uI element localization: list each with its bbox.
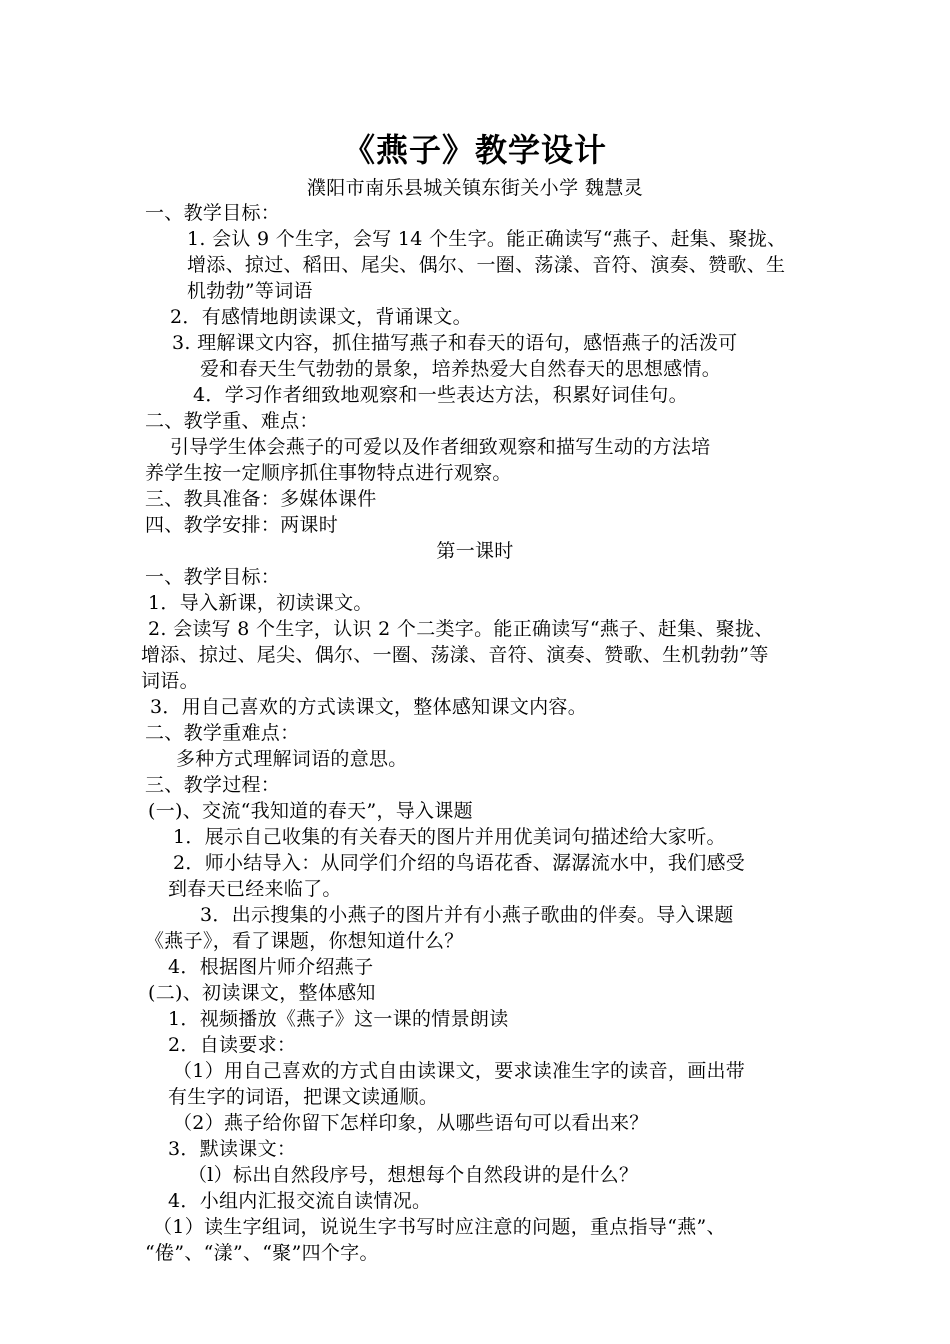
text-line: 3．出示搜集的小燕子的图片并有小燕子歌曲的伴奏。导入课题 (200, 904, 734, 926)
text-line: 4．学习作者细致地观察和一些表达方法，积累好词佳句。 (193, 384, 688, 406)
text-line: 四、教学安排：两课时 (145, 514, 339, 536)
text-line: 多种方式理解词语的意思。 (176, 748, 408, 770)
text-line: 增添、掠过、尾尖、偶尔、一圈、荡漾、音符、演奏、赞歌、生机勃勃”等 (141, 644, 769, 666)
text-line: （l）标出自然段序号，想想每个自然段讲的是什么？ (188, 1164, 639, 1186)
text-line: 一、教学目标： (145, 202, 281, 224)
text-line: 3．用自己喜欢的方式读课文，整体感知课文内容。 (150, 696, 587, 718)
text-line: 到春天已经来临了。 (168, 878, 342, 900)
text-line: “倦”、“漾”、“聚”四个字。 (145, 1242, 379, 1264)
text-line: 机勃勃”等词语 (187, 280, 313, 302)
text-line: 养学生按一定顺序抓住事物特点进行观察。 (145, 462, 512, 484)
text-line: 三、教学过程： (145, 774, 281, 796)
text-line: 《燕子》，看了课题，你想知道什么？ (145, 930, 464, 952)
text-line: 三、教具准备：多媒体课件 (145, 488, 377, 510)
text-line: 1．展示自己收集的有关春天的图片并用优美词句描述给大家听。 (173, 826, 726, 848)
text-line: 3．默读课文： (168, 1138, 297, 1160)
text-line: （2）燕子给你留下怎样印象，从哪些语句可以看出来？ (173, 1112, 649, 1134)
text-line: (一)、交流“我知道的春天”，导入课题 (148, 800, 473, 822)
text-line: 二、教学重难点： (145, 722, 300, 744)
text-line: 词语。 (141, 670, 199, 692)
document-title: 《燕子》教学设计 (342, 131, 607, 169)
text-line: 一、教学目标： (145, 566, 281, 588)
text-line: （1）用自己喜欢的方式自由读课文，要求读准生字的读音，画出带 (173, 1060, 746, 1082)
text-line: 2．自读要求： (168, 1034, 297, 1056)
text-line: 增添、掠过、稻田、尾尖、偶尔、一圈、荡漾、音符、演奏、赞歌、生 (187, 254, 786, 276)
text-line: 有生字的词语，把课文读通顺。 (168, 1086, 439, 1108)
text-line: 二、教学重、难点： (145, 410, 319, 432)
text-line: 3. 理解课文内容，抓住描写燕子和春天的语句，感悟燕子的活泼可 (172, 332, 738, 354)
text-line: 4．小组内汇报交流自读情况。 (168, 1190, 432, 1212)
text-line: 1. 会认 9 个生字，会写 14 个生字。能正确读写“燕子、赶集、聚拢、 (187, 228, 787, 250)
author-line: 濮阳市南乐县城关镇东街关小学 魏慧灵 (306, 177, 644, 199)
text-line: 2．有感情地朗读课文，背诵课文。 (170, 306, 472, 328)
text-line: 2．师小结导入：从同学们介绍的鸟语花香、潺潺流水中，我们感受 (173, 852, 746, 874)
text-line: (二)、初读课文，整体感知 (148, 982, 376, 1004)
text-line: （1）读生字组词，说说生字书写时应注意的问题，重点指导“燕”、 (153, 1216, 726, 1238)
text-line: 2. 会读写 8 个生字，认识 2 个二类字。能正确读写“燕子、赶集、聚拢、 (148, 618, 774, 640)
text-line: 1．导入新课，初读课文。 (148, 592, 373, 614)
text-line: 1．视频播放《燕子》这一课的情景朗读 (168, 1008, 509, 1030)
text-line: 4．根据图片师介绍燕子 (168, 956, 374, 978)
text-line: 第一课时 (436, 540, 514, 562)
text-line: 引导学生体会燕子的可爱以及作者细致观察和描写生动的方法培 (170, 436, 711, 458)
text-line: 爱和春天生气勃勃的景象，培养热爱大自然春天的思想感情。 (200, 358, 722, 380)
